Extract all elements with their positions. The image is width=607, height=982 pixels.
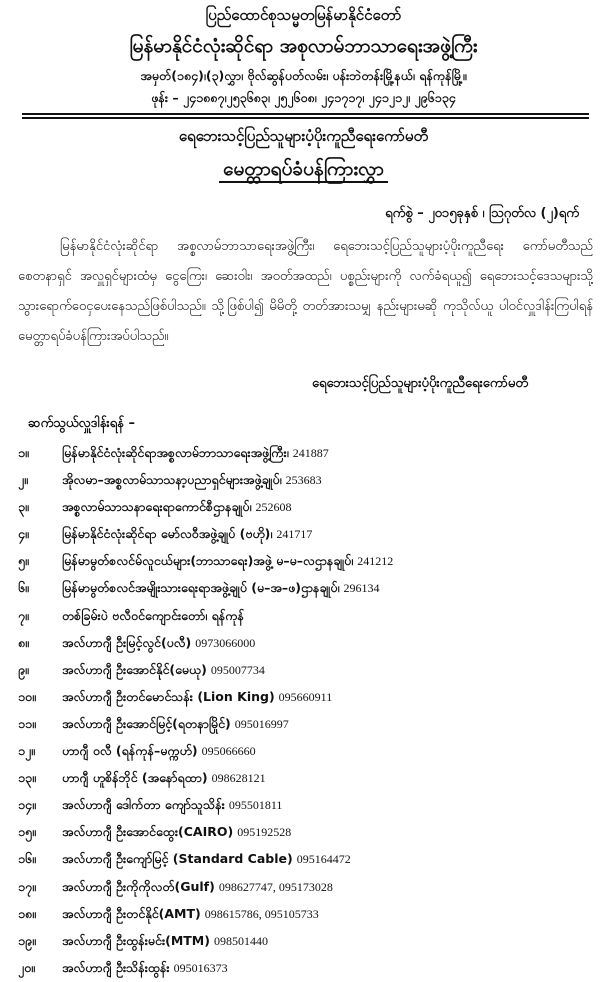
contact-list-item	[18, 737, 593, 764]
contact-list-item	[18, 656, 593, 683]
contact-name: အလ်ဟာဂျီ ဦးထွန်းမင်း(MTM)	[62, 932, 210, 948]
contact-phone: 095660911	[278, 689, 333, 704]
contact-list-item	[18, 493, 593, 520]
contact-list-item	[18, 900, 593, 927]
contact-list-item	[18, 439, 593, 466]
contact-list-item	[18, 791, 593, 818]
contact-name: ဟာဂျီ ဝလီ (ရန်ကုန်–မက္ကဟ်)	[62, 743, 198, 759]
contact-phone: 252608	[255, 500, 292, 515]
organization-phones: ဖုန်း – ၂၄၁၈၈၇၊၂၅၃၆၈၃၊ ၂၅၂၆၀၈၊ ၂၄၁၇၁၇၊ ၂၄၁၂၁၂၊ ၂၉၆၁၃၄	[151, 90, 456, 105]
contact-phone: 241717	[276, 527, 313, 542]
contact-phone: 095016997	[234, 716, 289, 731]
contact-name: တစ်ခြမ်းပဲ ဗလီဝင်ကျောင်းတော်၊ ရန်ကုန်	[62, 607, 244, 623]
contact-number: ၁၇။	[18, 878, 36, 894]
contact-number: ၁၄။	[18, 797, 36, 813]
contact-name: အလ်ဟာဂျီ ဦးတင်နိုင်(AMT)	[62, 905, 201, 921]
contact-list-item	[18, 466, 593, 493]
contact-number: ၁၀။	[18, 688, 36, 704]
contact-name: အလ်ဟာဂျီ ဦးအောင်နိုင်(မေယု)	[62, 661, 207, 677]
header-divider-bottom	[22, 117, 589, 119]
contact-list-item	[18, 764, 593, 791]
contact-list-item	[18, 547, 593, 574]
contact-name: အလ်ဟာဂျီ ဦးကိုကိုလတ်(Gulf)	[62, 878, 215, 894]
announcement-title: မေတ္တာရပ်ခံပန်ကြားလွှာ	[219, 158, 388, 183]
header-divider-top	[22, 113, 589, 115]
contact-name: မြန်မာနိုင်ငံလုံးဆိုင်ရာ မော်လဝီအဖွဲ့ချုပ် (ဗဟို)၊	[62, 526, 273, 542]
contact-list-item	[18, 954, 593, 981]
contact-phone: 253683	[285, 473, 322, 488]
contact-name: မြန်မာနိုင်ငံလုံးဆိုင်ရာအစ္စလာမ်ဘာသာရေးအဖွဲ့ကြီး၊	[62, 445, 289, 460]
contact-list-item	[18, 927, 593, 954]
contact-name: အလ်ဟာဂျီ ဦးမြင့်လွင်(ပလီ)	[62, 634, 192, 650]
contact-phone: 241887	[292, 446, 329, 460]
contact-list-item	[18, 683, 593, 710]
contact-phone: 098501440	[213, 933, 268, 948]
contact-number: ၁၅။	[18, 824, 36, 840]
contact-phone: 095192528	[237, 825, 292, 840]
contact-number: ၉။	[18, 661, 29, 677]
contact-phone: 095501811	[228, 798, 283, 813]
contact-number: ၂၀။	[18, 959, 35, 975]
contact-name: ဟာဂျီ ဟူစိန်ဘိုင် (အနော်ရထာ)	[62, 770, 208, 786]
contact-list-item	[18, 629, 593, 656]
contact-number: ၇။	[18, 607, 29, 623]
body-paragraph: မြန်မာနိုင်ငံလုံးဆိုင်ရာ အစ္စလာမ်ဘာသာရေးအဖွဲ့ကြီး၊ ရေဘေးသင့်ပြည်သူများပံ့ပိုးကူညီရေး ကော်မတီသည် စေတနာရှင် အလှူရှင်များထံမှ ငွေကြေး၊ ဆေးဝါး၊ အဝတ်အထည်၊ ပစ္စည်းများကို လက်ခံရယူ၍ ရေဘေးသင့်ဒေသများသို့သွားရောက်ဝေငှပေးနေသည်ဖြစ်ပါသည်။ သို့ဖြစ်ပါ၍ မိမိတို့ တတ်အားသမျှ နည်းများမဆို ကုသိုလ်ယူ ပါဝင်လှူဒါန်းကြပါရန် မေတ္တာရပ်ခံပန်ကြားအပ်ပါသည်။	[18, 239, 593, 344]
contact-number: ၁၉။	[18, 932, 36, 948]
contact-number: ၁။	[18, 445, 29, 460]
signature-committee: ရေဘေးသင့်ပြည်သူများပံ့ပိုးကူညီရေးကော်မတီ	[312, 376, 528, 391]
contact-name: အလ်ဟာဂျီ ဦးအောင်မြင့်(ရတနာမြိုင်)	[62, 715, 231, 731]
organization-name: မြန်မာနိုင်ငံလုံးဆိုင်ရာ အစုလာမ်ဘာသာရေးအဖွဲ့ကြီး	[129, 35, 478, 57]
contact-phone: 095164472	[296, 852, 351, 867]
contact-phone: 296134	[343, 581, 380, 596]
contact-phone: 098628121	[211, 771, 266, 786]
contact-number: ၆။	[18, 580, 29, 596]
contact-list	[18, 439, 593, 981]
contact-phone: 095016373	[173, 960, 228, 975]
contact-number: ၁၁။	[18, 715, 36, 731]
contact-list-item	[18, 818, 593, 845]
contact-name: အလ်ဟာဂျီ ဦးသိန်းထွန်း	[62, 959, 170, 975]
contact-list-item	[18, 845, 593, 872]
organization-address: အမှတ်(၁၈၄)၊(၃)လွှာ၊ ဗိုလ်ဆွန်ပတ်လမ်း၊ ပန်းဘဲတန်းမြို့နယ်၊ ရန်ကုန်မြို့။	[140, 68, 467, 83]
contact-number: ၃။	[18, 499, 29, 515]
contact-heading: ဆက်သွယ်လှူဒါန်းရန် –	[28, 416, 135, 431]
contact-number: ၄။	[18, 526, 29, 542]
contact-number: ၅။	[18, 553, 29, 569]
contact-phone: 0973066000	[195, 635, 256, 650]
committee-name: ရေဘေးသင့်ပြည်သူများပံ့ပိုးကူညီရေးကော်မတီ	[178, 127, 429, 145]
contact-list-item	[18, 574, 593, 601]
contact-name: မြန်မာမွတ်စလင်မ်လူငယ်များ(ဘာသာရေး)အဖွဲ့ မ–မ–လဌာနချုပ်၊	[62, 553, 354, 569]
contact-number: ၂။	[18, 472, 28, 488]
contact-name: အလ်ဟာဂျီ ဦးကျော်မြင့် (Standard Cable)	[62, 851, 293, 867]
contact-name: အလ်ဟာဂျီ ဒေါက်တာ ကျော်သူသိန်း	[62, 797, 225, 813]
announcement-title-wrap	[0, 157, 607, 185]
contact-number: ၈။	[18, 634, 29, 650]
contact-name: အစ္စလာမ်သာသနာရေးရာကောင်စီဌာနချုပ်၊	[62, 499, 252, 515]
contact-number: ၁၆။	[18, 851, 36, 867]
contact-name: အလ်ဟာဂျီ ဦးတင်မောင်သန်း (Lion King)	[62, 688, 275, 704]
contact-phone: 241212	[357, 554, 394, 569]
contact-list-item	[18, 520, 593, 547]
contact-number: ၁၃။	[18, 770, 36, 786]
contact-phone: 098615786, 095105733	[204, 906, 319, 921]
contact-list-item	[18, 710, 593, 737]
document-date: ရက်စွဲ – ၂၀၁၅ခုနှစ် ၊ ဩဂုတ်လ (၂)ရက်	[385, 206, 579, 221]
contact-list-item	[18, 602, 593, 629]
contact-number: ၁၂။	[18, 743, 35, 759]
contact-phone: 095007734	[210, 662, 265, 677]
letterhead-line1: ပြည်ထောင်စုသမ္မတမြန်မာနိုင်ငံတော်	[205, 6, 402, 24]
contact-phone: 098627747, 095173028	[218, 879, 333, 894]
contact-number: ၁၈။	[18, 905, 36, 921]
contact-phone: 095066660	[201, 744, 256, 759]
contact-name: မြန်မာမွတ်စလင်အမျိုးသားရေးရာအဖွဲ့ချုပ် (မ–အ–ဖ)ဌာနချုပ်၊	[62, 580, 340, 596]
contact-name: အလ်ဟာဂျီ ဦးအောင်ထွေး(CAIRO)	[62, 824, 234, 840]
contact-list-item	[18, 873, 593, 900]
contact-name: အိုလမာ–အစ္စလာမ်သာသနာ့ပညာရှင်များအဖွဲ့ချုပ်၊	[62, 472, 282, 488]
